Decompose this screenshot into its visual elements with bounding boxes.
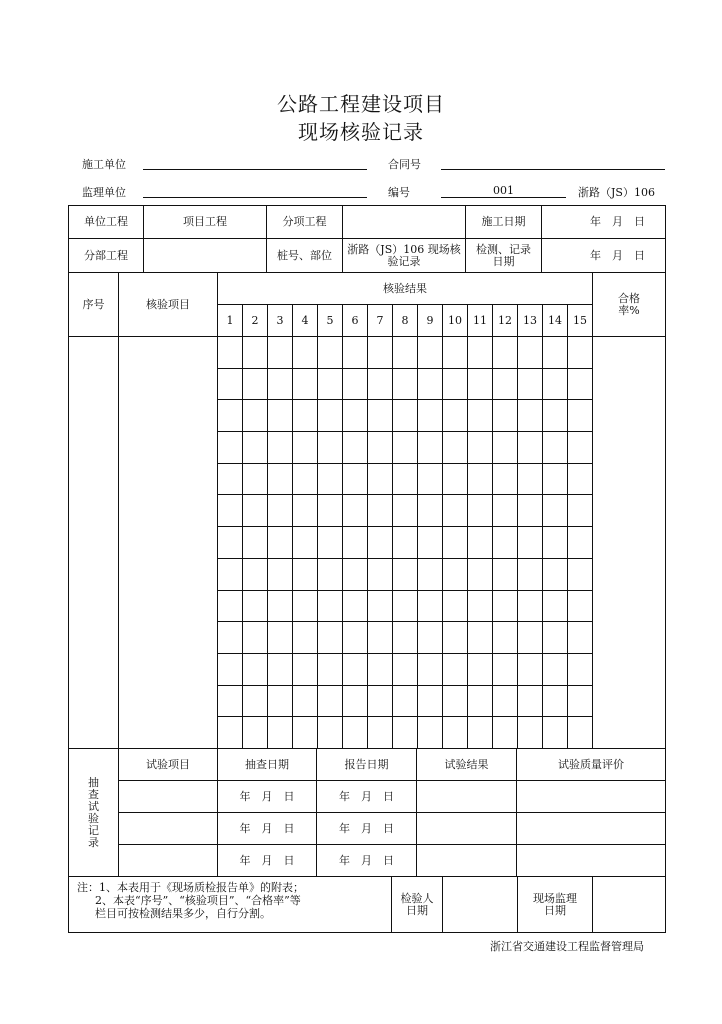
result-cell[interactable] [268, 527, 293, 559]
result-cell[interactable] [243, 558, 268, 590]
result-cell[interactable] [268, 590, 293, 622]
test-item-cell[interactable] [119, 781, 218, 813]
result-cell[interactable] [268, 653, 293, 685]
result-cell[interactable] [443, 463, 468, 495]
check-date-header: 抽查日期 [218, 749, 317, 781]
results-header: 核验结果 [218, 273, 593, 305]
result-cell[interactable] [218, 337, 243, 369]
result-cell[interactable] [568, 368, 593, 400]
result-cell[interactable] [268, 717, 293, 749]
report-date-cell[interactable]: 年 月 日 [317, 813, 417, 845]
seq-cell[interactable] [69, 337, 119, 749]
report-date-cell[interactable]: 年 月 日 [317, 845, 417, 877]
result-cell[interactable] [568, 495, 593, 527]
result-cell[interactable] [543, 590, 568, 622]
construction-unit-field[interactable] [143, 169, 367, 170]
result-cell[interactable] [543, 368, 568, 400]
result-cell[interactable] [493, 337, 518, 369]
result-cell[interactable] [518, 685, 543, 717]
result-cell[interactable] [318, 717, 343, 749]
result-cell[interactable] [218, 463, 243, 495]
result-cell[interactable] [293, 558, 318, 590]
result-cell[interactable] [393, 717, 418, 749]
inspector-sign-cell[interactable] [443, 877, 518, 933]
result-cell[interactable] [218, 717, 243, 749]
result-cell[interactable] [243, 337, 268, 369]
sub-item-value[interactable] [343, 206, 466, 239]
result-cell[interactable] [268, 685, 293, 717]
result-cell[interactable] [243, 463, 268, 495]
result-cell[interactable] [318, 495, 343, 527]
result-cell[interactable] [493, 495, 518, 527]
result-cell[interactable] [243, 432, 268, 464]
result-cell[interactable] [393, 653, 418, 685]
pass-rate-header: 合格率% [593, 273, 666, 337]
report-date-header: 报告日期 [317, 749, 417, 781]
result-cell[interactable] [218, 432, 243, 464]
result-cell[interactable] [493, 527, 518, 559]
pass-rate-cell[interactable] [593, 337, 666, 749]
result-cell[interactable] [293, 653, 318, 685]
result-cell[interactable] [418, 432, 443, 464]
spot-check-table [68, 748, 666, 877]
doc-title-line1: 公路工程建设项目 [277, 92, 445, 116]
result-cell[interactable] [518, 717, 543, 749]
result-cell[interactable] [268, 400, 293, 432]
result-cell[interactable] [318, 653, 343, 685]
result-cell[interactable] [493, 653, 518, 685]
result-cell[interactable] [468, 717, 493, 749]
supervision-unit-label: 监理单位 [82, 186, 126, 199]
result-cell[interactable] [318, 432, 343, 464]
quality-eval-cell[interactable] [517, 813, 666, 845]
result-cell[interactable] [543, 400, 568, 432]
result-cell[interactable] [568, 432, 593, 464]
contract-no-field[interactable] [441, 169, 665, 170]
result-cell[interactable] [468, 622, 493, 654]
result-cell[interactable] [418, 622, 443, 654]
result-cell[interactable] [418, 527, 443, 559]
test-result-cell[interactable] [417, 813, 517, 845]
result-cell[interactable] [393, 622, 418, 654]
result-cell[interactable] [293, 590, 318, 622]
contract-no-label: 合同号 [388, 158, 421, 171]
result-col-12: 12 [493, 305, 518, 337]
result-cell[interactable] [268, 337, 293, 369]
result-cell[interactable] [568, 717, 593, 749]
check-date-cell[interactable]: 年 月 日 [218, 781, 317, 813]
result-cell[interactable] [418, 400, 443, 432]
result-cell[interactable] [318, 527, 343, 559]
quality-eval-cell[interactable] [517, 781, 666, 813]
result-cell[interactable] [368, 622, 393, 654]
report-date-cell[interactable]: 年 月 日 [317, 781, 417, 813]
unit-project-label: 单位工程 [69, 206, 144, 239]
check-item-cell[interactable] [119, 337, 218, 749]
result-cell[interactable] [468, 653, 493, 685]
result-cell[interactable] [343, 622, 368, 654]
result-cell[interactable] [568, 622, 593, 654]
result-cell[interactable] [418, 653, 443, 685]
station-label: 桩号、部位 [267, 239, 343, 273]
result-col-5: 5 [318, 305, 343, 337]
result-cell[interactable] [393, 685, 418, 717]
result-cell[interactable] [568, 590, 593, 622]
result-cell[interactable] [543, 653, 568, 685]
footer-table [68, 876, 666, 933]
note-line-1: 注：1、本表用于《现场质检报告单》的附表； [77, 881, 304, 894]
result-cell[interactable] [518, 463, 543, 495]
result-cell[interactable] [343, 368, 368, 400]
result-cell[interactable] [293, 463, 318, 495]
result-cell[interactable] [468, 400, 493, 432]
result-cell[interactable] [218, 558, 243, 590]
result-cell[interactable] [468, 463, 493, 495]
result-cell[interactable] [393, 368, 418, 400]
result-col-3: 3 [268, 305, 293, 337]
result-cell[interactable] [493, 685, 518, 717]
result-cell[interactable] [493, 368, 518, 400]
result-cell[interactable] [443, 337, 468, 369]
result-cell[interactable] [468, 432, 493, 464]
result-cell[interactable] [293, 337, 318, 369]
test-result-cell[interactable] [417, 781, 517, 813]
result-col-2: 2 [243, 305, 268, 337]
result-cell[interactable] [418, 368, 443, 400]
result-cell[interactable] [393, 590, 418, 622]
result-cell[interactable] [218, 685, 243, 717]
result-cell[interactable] [268, 368, 293, 400]
quality-eval-header: 试验质量评价 [517, 749, 666, 781]
result-cell[interactable] [468, 590, 493, 622]
result-cell[interactable] [443, 590, 468, 622]
result-cell[interactable] [418, 337, 443, 369]
result-cell[interactable] [393, 432, 418, 464]
inspection-record-date-label: 检测、记录日期 [466, 239, 542, 273]
result-cell[interactable] [393, 400, 418, 432]
result-cell[interactable] [568, 527, 593, 559]
result-cell[interactable] [268, 463, 293, 495]
result-col-11: 11 [468, 305, 493, 337]
result-cell[interactable] [343, 337, 368, 369]
result-cell[interactable] [218, 527, 243, 559]
check-date-cell[interactable]: 年 月 日 [218, 845, 317, 877]
result-cell[interactable] [343, 463, 368, 495]
result-cell[interactable] [368, 368, 393, 400]
result-cell[interactable] [568, 463, 593, 495]
result-cell[interactable] [443, 400, 468, 432]
result-cell[interactable] [243, 653, 268, 685]
serial-label: 编号 [388, 186, 410, 199]
result-cell[interactable] [293, 717, 318, 749]
check-item-header: 核验项目 [119, 273, 218, 337]
result-cell[interactable] [318, 558, 343, 590]
test-item-header: 试验项目 [119, 749, 218, 781]
result-cell[interactable] [243, 685, 268, 717]
info-table [68, 205, 666, 273]
result-cell[interactable] [468, 558, 493, 590]
result-cell[interactable] [368, 685, 393, 717]
result-cell[interactable] [493, 558, 518, 590]
result-cell[interactable] [268, 558, 293, 590]
result-cell[interactable] [518, 527, 543, 559]
result-cell[interactable] [293, 622, 318, 654]
result-cell[interactable] [493, 463, 518, 495]
result-cell[interactable] [243, 622, 268, 654]
result-cell[interactable] [218, 590, 243, 622]
result-cell[interactable] [393, 463, 418, 495]
result-cell[interactable] [543, 432, 568, 464]
result-cell[interactable] [468, 495, 493, 527]
result-cell[interactable] [243, 717, 268, 749]
result-cell[interactable] [393, 527, 418, 559]
form-code: 浙路（JS）106 [578, 186, 655, 199]
result-cell[interactable] [393, 495, 418, 527]
division-value[interactable] [144, 239, 267, 273]
result-cell[interactable] [368, 558, 393, 590]
supervisor-sign-cell[interactable] [593, 877, 666, 933]
result-cell[interactable] [493, 400, 518, 432]
authority-name: 浙江省交通建设工程监督管理局 [490, 940, 644, 953]
result-cell[interactable] [268, 432, 293, 464]
result-cell[interactable] [343, 527, 368, 559]
result-cell[interactable] [493, 622, 518, 654]
result-cell[interactable] [568, 653, 593, 685]
test-result-header: 试验结果 [417, 749, 517, 781]
result-cell[interactable] [418, 685, 443, 717]
result-cell[interactable] [368, 495, 393, 527]
result-cell[interactable] [468, 527, 493, 559]
result-cell[interactable] [493, 717, 518, 749]
result-col-15: 15 [568, 305, 593, 337]
result-col-14: 14 [543, 305, 568, 337]
result-cell[interactable] [493, 432, 518, 464]
construction-unit-label: 施工单位 [82, 158, 126, 171]
result-cell[interactable] [418, 495, 443, 527]
note-line-2: 2、本表“序号”、“核验项目”、“合格率”等 [95, 894, 301, 907]
result-cell[interactable] [318, 622, 343, 654]
result-cell[interactable] [518, 400, 543, 432]
construction-date-label: 施工日期 [466, 206, 542, 239]
result-cell[interactable] [543, 495, 568, 527]
result-cell[interactable] [293, 400, 318, 432]
result-cell[interactable] [568, 558, 593, 590]
result-cell[interactable] [518, 558, 543, 590]
result-cell[interactable] [393, 558, 418, 590]
result-cell[interactable] [543, 463, 568, 495]
result-cell[interactable] [468, 337, 493, 369]
result-cell[interactable] [218, 400, 243, 432]
result-cell[interactable] [268, 495, 293, 527]
result-cell[interactable] [443, 685, 468, 717]
inspector-label: 检验人日期 [392, 877, 443, 933]
result-cell[interactable] [243, 368, 268, 400]
result-col-7: 7 [368, 305, 393, 337]
result-cell[interactable] [368, 717, 393, 749]
doc-title-line2: 现场核验记录 [298, 120, 424, 144]
project-item-label: 项目工程 [144, 206, 267, 239]
result-cell[interactable] [568, 400, 593, 432]
result-col-4: 4 [293, 305, 318, 337]
result-cell[interactable] [568, 685, 593, 717]
result-cell[interactable] [343, 590, 368, 622]
result-cell[interactable] [218, 653, 243, 685]
result-cell[interactable] [468, 368, 493, 400]
result-cell[interactable] [268, 622, 293, 654]
serial-value[interactable]: 001 [493, 184, 514, 197]
check-table [68, 272, 666, 749]
result-cell[interactable] [443, 653, 468, 685]
result-cell[interactable] [343, 685, 368, 717]
result-cell[interactable] [293, 527, 318, 559]
supervisor-label: 现场监理日期 [518, 877, 593, 933]
supervision-unit-field[interactable] [143, 197, 367, 198]
result-cell[interactable] [243, 495, 268, 527]
result-cell[interactable] [243, 590, 268, 622]
result-cell[interactable] [343, 400, 368, 432]
result-cell[interactable] [293, 368, 318, 400]
result-cell[interactable] [518, 653, 543, 685]
result-cell[interactable] [243, 527, 268, 559]
result-col-10: 10 [443, 305, 468, 337]
result-cell[interactable] [393, 337, 418, 369]
result-cell[interactable] [418, 717, 443, 749]
result-cell[interactable] [318, 400, 343, 432]
result-cell[interactable] [318, 463, 343, 495]
result-cell[interactable] [418, 463, 443, 495]
test-result-cell[interactable] [417, 845, 517, 877]
result-cell[interactable] [368, 432, 393, 464]
result-cell[interactable] [368, 590, 393, 622]
result-cell[interactable] [218, 622, 243, 654]
table-row [69, 337, 666, 369]
test-item-cell[interactable] [119, 845, 218, 877]
sub-item-label: 分项工程 [267, 206, 343, 239]
result-cell[interactable] [518, 368, 543, 400]
test-item-cell[interactable] [119, 813, 218, 845]
result-col-8: 8 [393, 305, 418, 337]
result-cell[interactable] [543, 717, 568, 749]
result-col-1: 1 [218, 305, 243, 337]
result-cell[interactable] [543, 685, 568, 717]
result-cell[interactable] [318, 337, 343, 369]
result-cell[interactable] [443, 622, 468, 654]
result-cell[interactable] [293, 432, 318, 464]
result-cell[interactable] [243, 400, 268, 432]
result-cell[interactable] [318, 590, 343, 622]
result-cell[interactable] [443, 432, 468, 464]
result-cell[interactable] [318, 368, 343, 400]
inspection-record-date-value[interactable]: 年 月 日 [542, 239, 666, 273]
notes-cell [69, 877, 392, 933]
division-label: 分部工程 [69, 239, 144, 273]
result-cell[interactable] [368, 400, 393, 432]
result-cell[interactable] [443, 527, 468, 559]
result-cell[interactable] [543, 337, 568, 369]
result-cell[interactable] [418, 590, 443, 622]
serial-field-line [441, 197, 566, 198]
quality-eval-cell[interactable] [517, 845, 666, 877]
result-col-13: 13 [518, 305, 543, 337]
result-cell[interactable] [568, 337, 593, 369]
result-col-6: 6 [343, 305, 368, 337]
result-cell[interactable] [293, 495, 318, 527]
result-cell[interactable] [443, 368, 468, 400]
result-cell[interactable] [518, 590, 543, 622]
construction-date-value[interactable]: 年 月 日 [542, 206, 666, 239]
result-col-9: 9 [418, 305, 443, 337]
result-cell[interactable] [318, 685, 343, 717]
result-cell[interactable] [343, 653, 368, 685]
result-cell[interactable] [218, 495, 243, 527]
result-cell[interactable] [293, 685, 318, 717]
check-date-cell[interactable]: 年 月 日 [218, 813, 317, 845]
result-cell[interactable] [218, 368, 243, 400]
result-cell[interactable] [468, 685, 493, 717]
result-cell[interactable] [518, 495, 543, 527]
spot-check-section-label: 抽查试验记录 [69, 749, 119, 877]
result-cell[interactable] [518, 337, 543, 369]
result-cell[interactable] [368, 463, 393, 495]
result-cell[interactable] [368, 527, 393, 559]
result-cell[interactable] [343, 432, 368, 464]
result-cell[interactable] [443, 495, 468, 527]
note-line-3: 栏目可按检测结果多少，自行分割。 [95, 907, 271, 920]
result-cell[interactable] [543, 558, 568, 590]
result-cell[interactable] [518, 432, 543, 464]
result-cell[interactable] [543, 527, 568, 559]
result-cell[interactable] [368, 653, 393, 685]
result-cell[interactable] [343, 495, 368, 527]
result-cell[interactable] [543, 622, 568, 654]
result-cell[interactable] [368, 337, 393, 369]
form-ref: 浙路（JS）106 现场核验记录 [343, 239, 466, 273]
result-cell[interactable] [443, 717, 468, 749]
result-cell[interactable] [418, 558, 443, 590]
result-cell[interactable] [343, 717, 368, 749]
result-cell[interactable] [493, 590, 518, 622]
seq-header: 序号 [69, 273, 119, 337]
result-cell[interactable] [343, 558, 368, 590]
result-cell[interactable] [518, 622, 543, 654]
result-cell[interactable] [443, 558, 468, 590]
